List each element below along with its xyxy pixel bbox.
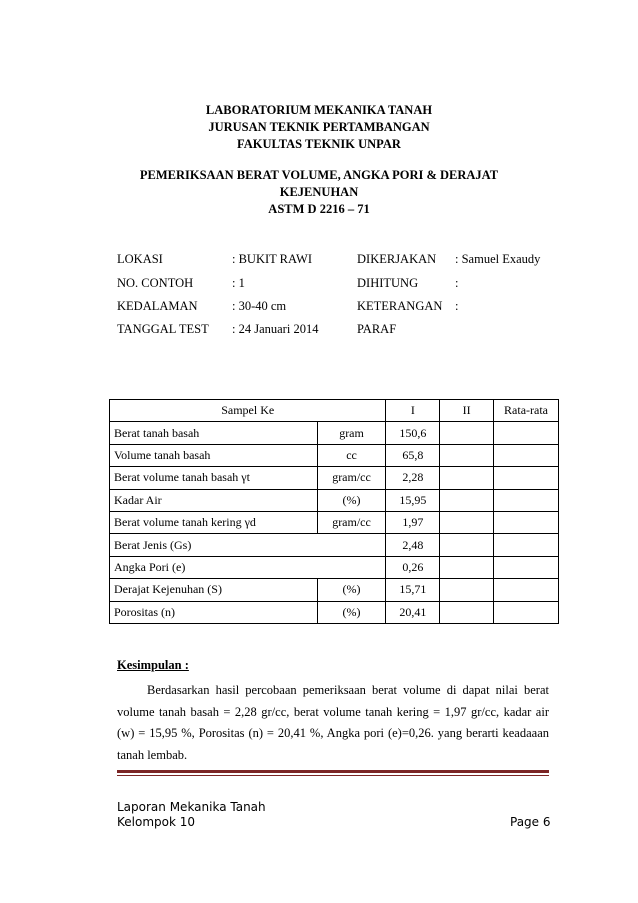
footer-rule-thin <box>117 775 549 776</box>
report-title-line1: PEMERIKSAAN BERAT VOLUME, ANGKA PORI & DERAJAT <box>139 168 499 182</box>
footer-rule-thick <box>117 770 549 773</box>
table-row <box>110 601 559 623</box>
row-value-avg <box>494 467 559 489</box>
footer-group: Kelompok 10 <box>117 815 196 829</box>
table-row <box>110 422 559 444</box>
row-value-ii <box>440 489 494 511</box>
lokasi-label: LOKASI <box>117 252 163 266</box>
row-value-ii <box>440 422 494 444</box>
footer-page-number: Page 6 <box>510 815 551 829</box>
table-row <box>110 467 559 489</box>
conclusion-body <box>117 680 549 766</box>
row-value-ii <box>440 534 494 556</box>
row-unit: (%) <box>317 579 386 601</box>
row-name: Angka Pori (e) <box>110 556 386 578</box>
row-value-i: 0,26 <box>386 556 440 578</box>
lokasi-value: : BUKIT RAWI <box>232 252 313 266</box>
row-value-i: 2,28 <box>386 467 440 489</box>
row-value-i: 15,95 <box>386 489 440 511</box>
header-i: I <box>386 400 440 422</box>
row-name: Kadar Air <box>110 489 318 511</box>
row-value-avg <box>494 579 559 601</box>
dikerjakan-label: DIKERJAKAN <box>357 252 437 266</box>
table-row <box>110 444 559 466</box>
row-value-ii <box>440 556 494 578</box>
contoh-label: NO. CONTOH <box>117 276 194 290</box>
row-value-ii <box>440 601 494 623</box>
table-row <box>110 534 559 556</box>
row-value-ii <box>440 511 494 533</box>
table-row <box>110 489 559 511</box>
row-value-i: 150,6 <box>386 422 440 444</box>
table-header-row <box>110 400 559 422</box>
row-unit: gram/cc <box>317 467 386 489</box>
table-row <box>110 556 559 578</box>
row-value-avg <box>494 534 559 556</box>
row-name: Berat volume tanah kering γd <box>110 511 318 533</box>
kedalaman-value: : 30-40 cm <box>232 299 287 313</box>
table-row <box>110 511 559 533</box>
row-name: Porositas (n) <box>110 601 318 623</box>
department-name: JURUSAN TEKNIK PERTAMBANGAN <box>208 120 430 134</box>
keterangan-label: KETERANGAN <box>357 299 443 313</box>
row-unit: gram/cc <box>317 511 386 533</box>
row-name: Derajat Kejenuhan (S) <box>110 579 318 601</box>
conclusion-text: Berdasarkan hasil percobaan pemeriksaan berat volume di dapat nilai berat volume tanah basah = 2,28 gr/cc, berat volume tanah kering = 1,97 gr/cc, kadar air (w) = 15,95 %, Porositas (n) = 20,41 %, Angka pori (e)=0,26. yang berarti keadaaan tanah lembab. <box>117 683 549 762</box>
row-unit: cc <box>317 444 386 466</box>
standard-code: ASTM D 2216 – 71 <box>268 202 370 216</box>
row-unit: (%) <box>317 489 386 511</box>
row-value-avg <box>494 422 559 444</box>
lab-name: LABORATORIUM MEKANIKA TANAH <box>205 103 433 117</box>
header-ii: II <box>440 400 494 422</box>
keterangan-value: : <box>455 299 459 313</box>
tanggal-value: : 24 Januari 2014 <box>232 322 319 336</box>
row-value-avg <box>494 601 559 623</box>
dihitung-label: DIHITUNG <box>357 276 419 290</box>
header-sampel: Sampel Ke <box>110 400 386 422</box>
paraf-label: PARAF <box>357 322 397 336</box>
header-rata: Rata-rata <box>494 400 559 422</box>
report-title-line2: KEJENUHAN <box>279 185 359 199</box>
dikerjakan-value: : Samuel Exaudy <box>455 252 541 266</box>
tanggal-label: TANGGAL TEST <box>117 322 209 336</box>
row-value-avg <box>494 556 559 578</box>
row-value-avg <box>494 511 559 533</box>
row-name: Volume tanah basah <box>110 444 318 466</box>
faculty-name: FAKULTAS TEKNIK UNPAR <box>237 137 401 151</box>
row-value-i: 20,41 <box>386 601 440 623</box>
row-value-i: 2,48 <box>386 534 440 556</box>
footer-report-name: Laporan Mekanika Tanah <box>117 800 266 814</box>
row-unit: gram <box>317 422 386 444</box>
row-value-i: 1,97 <box>386 511 440 533</box>
row-value-avg <box>494 444 559 466</box>
row-name: Berat Jenis (Gs) <box>110 534 386 556</box>
row-value-ii <box>440 444 494 466</box>
table-row <box>110 579 559 601</box>
row-name: Berat tanah basah <box>110 422 318 444</box>
row-value-ii <box>440 467 494 489</box>
row-value-i: 65,8 <box>386 444 440 466</box>
dihitung-value: : <box>455 276 459 290</box>
row-name: Berat volume tanah basah γt <box>110 467 318 489</box>
contoh-value: : 1 <box>232 276 245 290</box>
row-value-i: 15,71 <box>386 579 440 601</box>
results-table <box>109 399 559 624</box>
conclusion-title: Kesimpulan : <box>117 658 189 672</box>
kedalaman-label: KEDALAMAN <box>117 299 198 313</box>
row-unit: (%) <box>317 601 386 623</box>
row-value-avg <box>494 489 559 511</box>
row-value-ii <box>440 579 494 601</box>
